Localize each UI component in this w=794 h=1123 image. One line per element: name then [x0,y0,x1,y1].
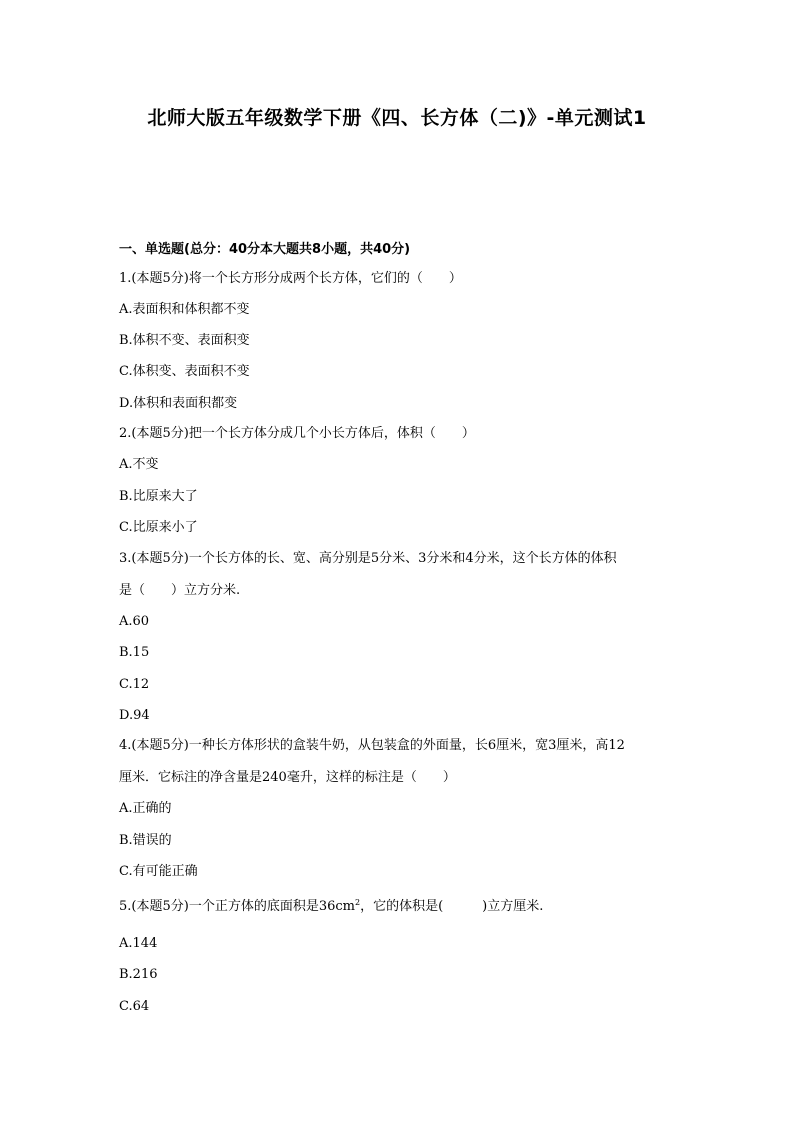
question-5-option-b[interactable]: B.216 [119,967,158,982]
question-1-stem: 1.(本题5分)将一个长方形分成两个长方体，它们的（ ） [119,271,462,286]
document-title: 北师大版五年级数学下册《四、长方体（二)》-单元测试1 [147,107,647,129]
question-5-option-c[interactable]: C.64 [119,999,150,1014]
question-3-stem-line-1: 3.(本题5分)一个长方体的长、宽、高分别是5分米、3分米和4分米，这个长方体的体积 [119,551,617,566]
question-3-option-d[interactable]: D.94 [119,708,150,723]
question-3-option-c[interactable]: C.12 [119,677,150,692]
question-4-option-b[interactable]: B.错误的 [119,833,172,848]
question-2-option-a[interactable]: A.不变 [119,457,159,472]
question-2-stem: 2.(本题5分)把一个长方体分成几个小长方体后，体积（ ） [119,426,475,441]
question-4-stem-line-1: 4.(本题5分)一种长方体形状的盒装牛奶，从包装盒的外面量，长6厘米，宽3厘米，高12 [119,738,625,753]
question-4-stem-line-2: 厘米．它标注的净含量是240毫升，这样的标注是（ ） [119,770,456,785]
question-5-stem-text: 5.(本题5分)一个正方体的底面积是36cm [119,899,355,914]
question-4-option-c[interactable]: C.有可能正确 [119,864,198,879]
question-1-option-b[interactable]: B.体积不变、表面积变 [119,333,250,348]
superscript-exponent: 2 [354,898,361,907]
question-5-option-a[interactable]: A.144 [119,936,158,951]
question-1-option-d[interactable]: D.体积和表面积都变 [119,396,238,411]
question-2-option-c[interactable]: C.比原来小了 [119,520,198,535]
question-3-stem-line-2: 是（ ）立方分米. [119,583,241,598]
question-5-stem-text-end: ，它的体积是( )立方厘米. [360,899,544,914]
question-3-option-a[interactable]: A.60 [119,614,150,629]
question-1-option-c[interactable]: C.体积变、表面积不变 [119,364,250,379]
question-4-option-a[interactable]: A.正确的 [119,801,172,816]
section-heading: 一、单选题(总分：40分本大题共8小题，共40分) [119,242,411,257]
question-3-option-b[interactable]: B.15 [119,645,150,660]
question-5-stem [119,899,543,915]
question-2-option-b[interactable]: B.比原来大了 [119,489,198,504]
question-1-option-a[interactable]: A.表面积和体积都不变 [119,302,250,317]
